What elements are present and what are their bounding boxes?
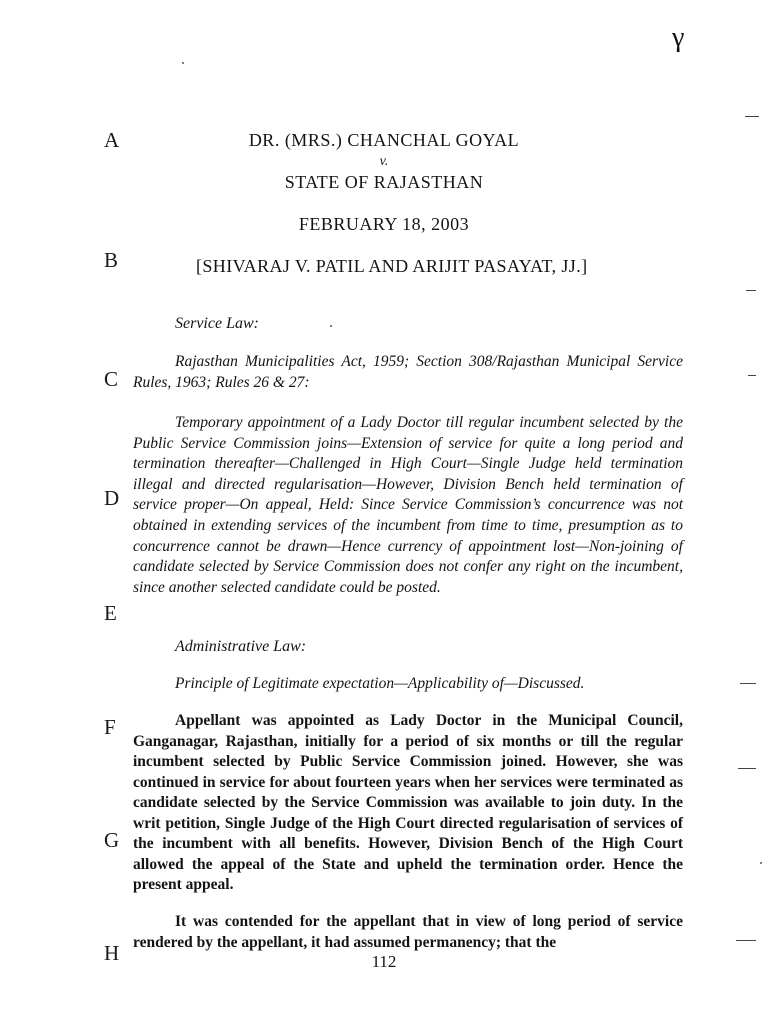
margin-letter-a: A: [104, 128, 120, 152]
margin-letter-h: H: [104, 941, 120, 965]
heading-administrative-law: Administrative Law:: [175, 638, 307, 655]
scan-mark: [738, 768, 756, 769]
judgment-date: FEBRUARY 18, 2003: [298, 214, 470, 234]
margin-letter-g: G: [104, 828, 120, 852]
margin-letter-e: E: [104, 601, 117, 625]
facts-paragraph: Appellant was appointed as Lady Doctor in the Municipal Council, Ganganagar, Rajasthan, initially for a period of six months or till the regular incumbent selected by Public Service Commission joined. However, she was continued in service for about fourteen years when her services were terminated as candidate selected by the Service Commission was available to join duty. In the writ petition, Single Judge of the High Court directed regularisation of services of the incumbent with all benefits. However, Division Bench of the High Court allowed the appeal of the State and upheld the termination order. Hence the present appeal.: [133, 712, 683, 893]
page-number: 112: [371, 952, 397, 971]
scan-mark: [748, 375, 756, 376]
statute-reference: Rajasthan Municipalities Act, 1959; Section 308/Rajasthan Municipal Service Rules, 1963; Rules 26 & 27:: [133, 353, 683, 391]
scan-speck: [760, 862, 762, 864]
scan-speck: [182, 62, 184, 64]
scan-mark: [745, 116, 759, 117]
margin-letter-b: B: [104, 248, 119, 272]
versus: v.: [379, 154, 389, 169]
respondent-name: STATE OF RAJASTHAN: [284, 172, 484, 192]
headnote-summary: Temporary appointment of a Lady Doctor till regular incumbent selected by the Public Service Commission joins—Extension of service for quite a long period and termination thereafter—Challenged in High Court—Single Judge held termination illegal and directed regularisation—However, Division Bench held termination of service proper—On appeal, Held: Since Service Commission’s concurrence was not obtained in extending services of the incumbent from time to time, presumption as to concurrence cannot be drawn—Hence currency of appointment lost—Non-joining of candidate selected by Service Commission does not confer any right on the incumbent, since another selected candidate could be posted.: [133, 414, 683, 596]
legitimate-expectation-principle: Principle of Legitimate expectation—Applicability of—Discussed.: [175, 675, 585, 692]
scan-mark: [740, 683, 756, 684]
petitioner-name: DR. (MRS.) CHANCHAL GOYAL: [248, 130, 520, 150]
margin-letter-c: C: [104, 367, 119, 391]
scan-mark: [746, 290, 756, 291]
scan-mark: [736, 940, 756, 941]
margin-letter-d: D: [104, 486, 120, 510]
bench-judges: [SHIVARAJ V. PATIL AND ARIJIT PASAYAT, JJ.]: [196, 256, 588, 276]
corner-handwritten-mark: γ: [672, 22, 685, 53]
heading-service-law: Service Law:: [175, 315, 259, 332]
scan-speck: [330, 325, 332, 327]
margin-letter-f: F: [104, 715, 116, 739]
contention-paragraph: It was contended for the appellant that in view of long period of service rendered by the appellant, it had assumed permanency; that the: [133, 913, 683, 951]
